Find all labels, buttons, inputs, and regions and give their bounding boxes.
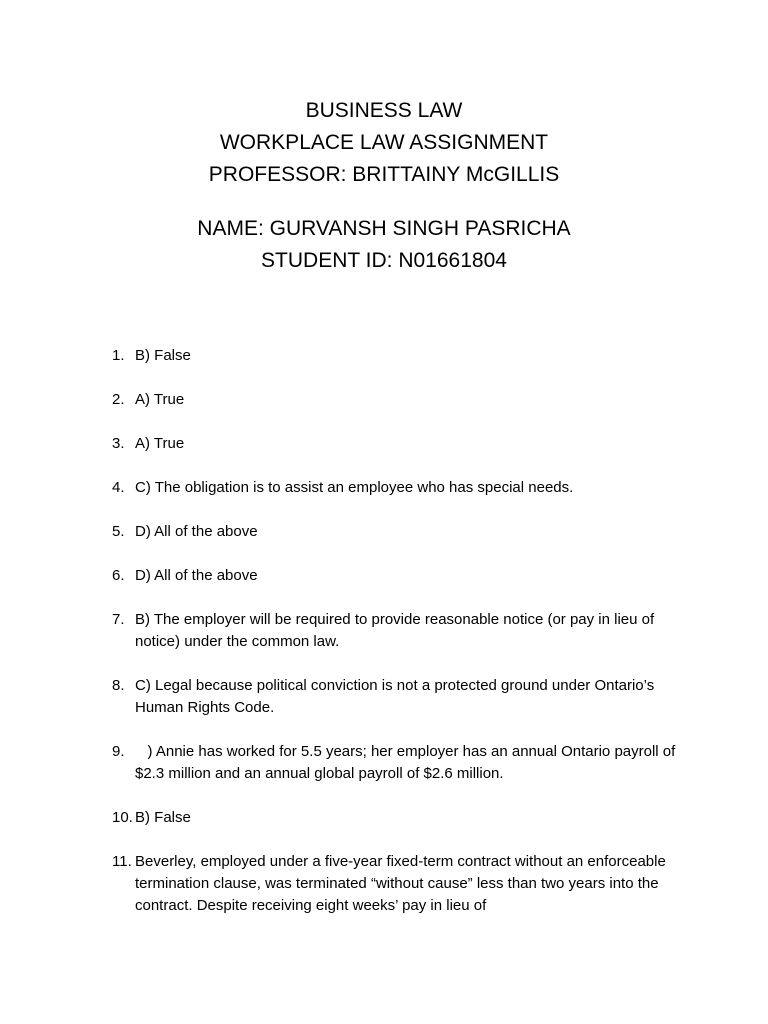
answer-text: D) All of the above	[135, 523, 258, 540]
answer-item	[112, 741, 682, 785]
student-id: STUDENT ID: N01661804	[261, 249, 507, 272]
answer-number: 5.	[112, 523, 125, 540]
answer-number: 2.	[112, 391, 125, 408]
answer-item	[112, 521, 682, 543]
professor-line: PROFESSOR: BRITTAINY McGILLIS	[208, 163, 560, 186]
answer-list	[112, 345, 682, 939]
answer-item	[112, 433, 682, 455]
answer-text: D) All of the above	[135, 567, 258, 584]
answer-text: C) Legal because political conviction is not a protected ground under Ontario’s Human Rights Code.	[135, 677, 655, 716]
student-name: NAME: GURVANSH SINGH PASRICHA	[197, 217, 571, 240]
answer-text: C) The obligation is to assist an employee who has special needs.	[135, 479, 574, 496]
answer-number: 11.	[112, 853, 132, 870]
answer-text: B) False	[135, 347, 191, 364]
answer-item	[112, 675, 682, 719]
answer-number: 3.	[112, 435, 125, 452]
answer-item	[112, 851, 682, 917]
document-header	[0, 95, 768, 277]
answer-text: A) True	[135, 391, 185, 408]
answer-number: 6.	[112, 567, 125, 584]
answer-item	[112, 477, 682, 499]
header-spacer	[0, 191, 768, 213]
answer-item	[112, 345, 682, 367]
answer-text: B) False	[135, 809, 191, 826]
answer-number: 7.	[112, 611, 125, 628]
answer-item	[112, 609, 682, 653]
answer-text: ) Annie has worked for 5.5 years; her employer has an annual Ontario payroll of $2.3 million and an annual global payroll of $2.6 million.	[135, 743, 680, 782]
course-title: BUSINESS LAW	[305, 99, 463, 122]
answer-text: A) True	[135, 435, 185, 452]
answer-item	[112, 807, 682, 829]
answer-number: 8.	[112, 677, 125, 694]
answer-text: Beverley, employed under a five-year fixed-term contract without an enforceable termination clause, was terminated “without cause” less than two years into the contract. Despite receiving eight weeks’ pay in lieu of	[135, 853, 666, 914]
answer-text: B) The employer will be required to provide reasonable notice (or pay in lieu of notice) under the common law.	[135, 611, 655, 650]
answer-item	[112, 389, 682, 411]
answer-number: 9.	[112, 743, 125, 760]
assignment-title: WORKPLACE LAW ASSIGNMENT	[219, 131, 549, 154]
answer-number: 1.	[112, 347, 125, 364]
answer-number: 10.	[112, 809, 133, 826]
answer-number: 4.	[112, 479, 125, 496]
answer-item	[112, 565, 682, 587]
